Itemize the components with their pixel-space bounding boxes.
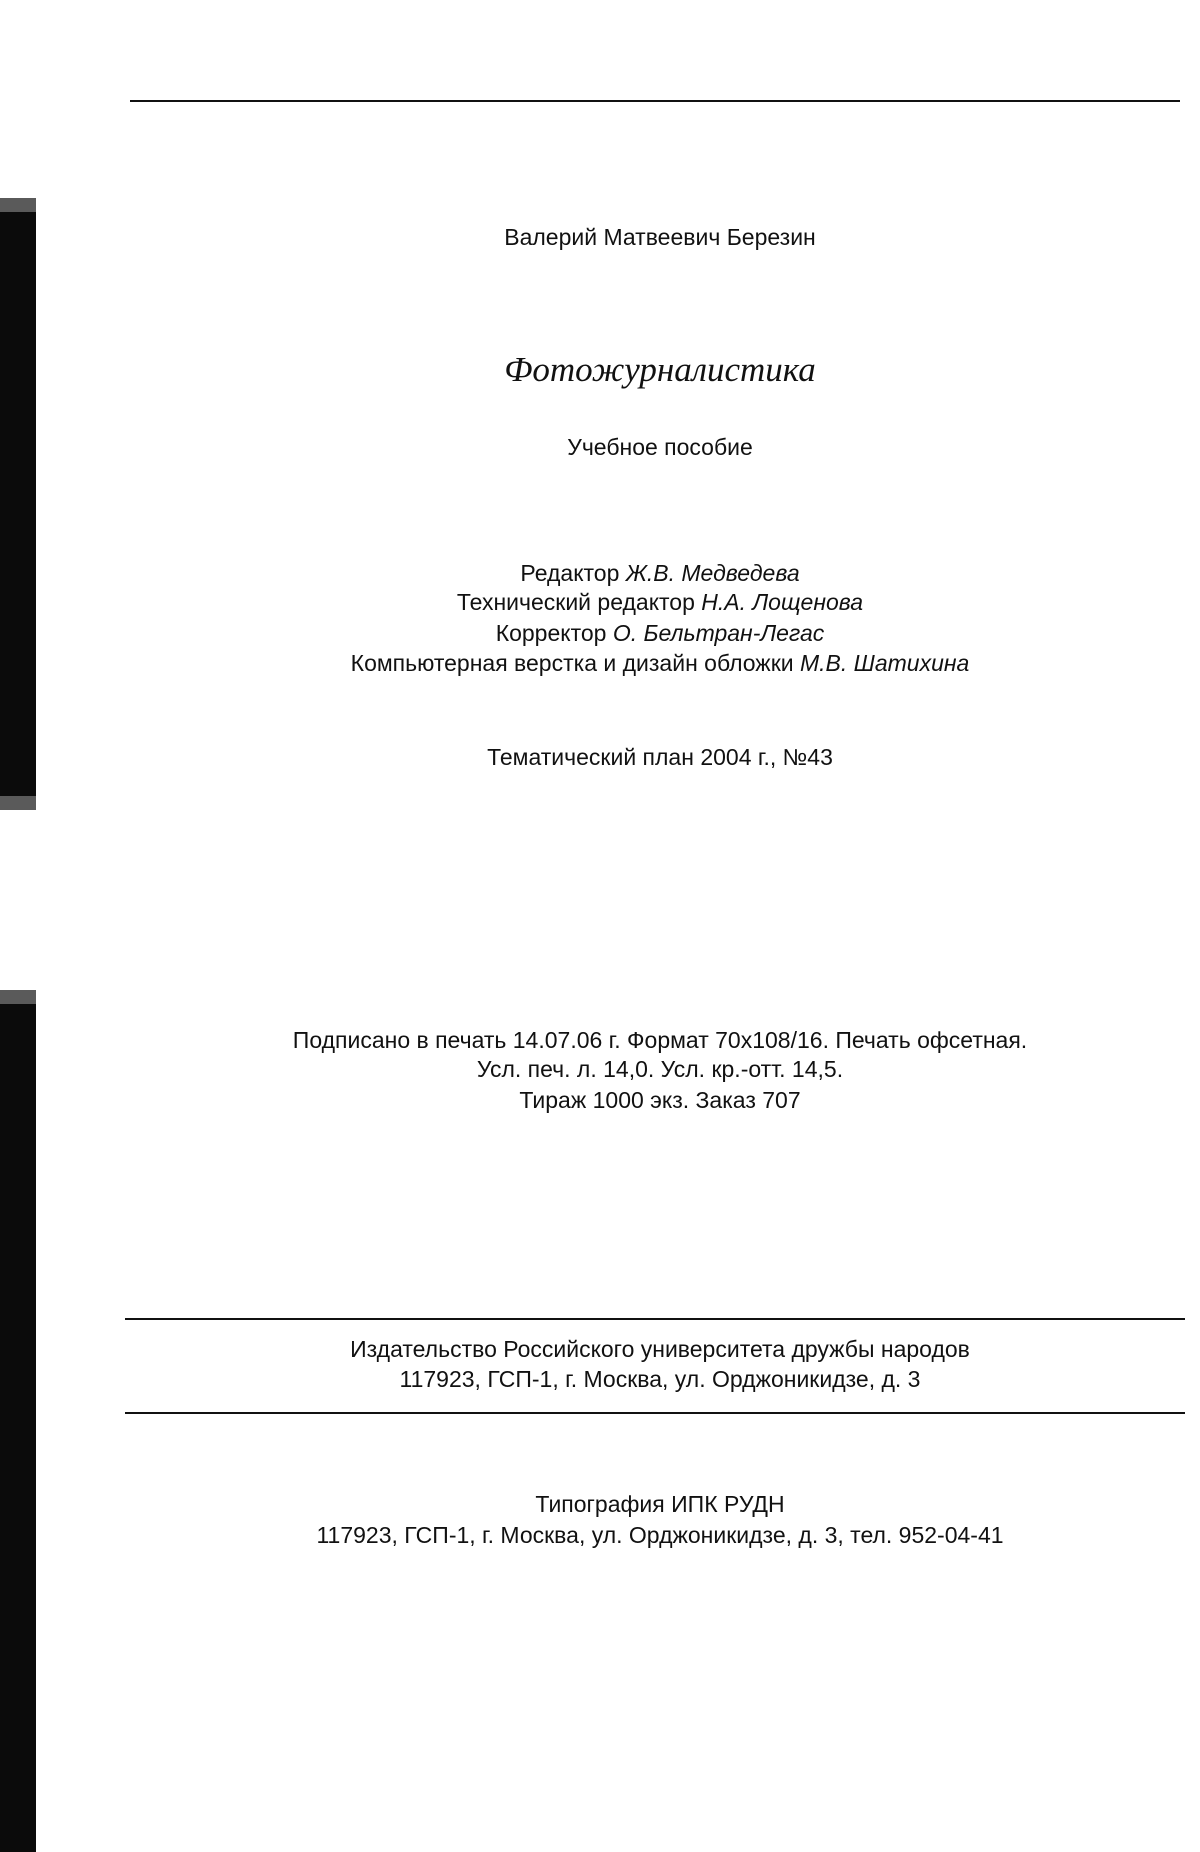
printing-house-name: Типография ИПК РУДН	[535, 1491, 785, 1517]
scan-edge-mark	[0, 990, 36, 1004]
book-title: Фотожурналистика	[504, 350, 816, 389]
publisher-rule-bottom	[125, 1412, 1185, 1414]
print-info-line: Подписано в печать 14.07.06 г. Формат 70x108/16. Печать офсетная.	[292, 1027, 1028, 1053]
credit-role: Технический редактор	[456, 589, 695, 615]
publisher-address: 117923, ГСП-1, г. Москва, ул. Орджоникидзе, д. 3	[399, 1366, 921, 1392]
book-subtitle: Учебное пособие	[567, 434, 753, 460]
top-rule	[130, 100, 1180, 102]
credit-role: Корректор	[495, 620, 607, 646]
printing-house-address: 117923, ГСП-1, г. Москва, ул. Орджоникидзе, д. 3, тел. 952-04-41	[316, 1522, 1004, 1548]
scan-edge-mark	[0, 198, 36, 212]
credit-layout-designer	[0, 648, 1200, 678]
publisher-name: Издательство Российского университета дружбы народов	[350, 1336, 970, 1362]
credit-person: О. Бельтран-Легас	[612, 620, 825, 646]
credit-technical-editor	[0, 587, 1200, 617]
print-info-line: Усл. печ. л. 14,0. Усл. кр.-отт. 14,5.	[476, 1056, 844, 1082]
credit-person: М.В. Шатихина	[800, 650, 970, 676]
credit-person: Ж.В. Медведева	[625, 560, 800, 586]
author-name: Валерий Матвеевич Березин	[504, 224, 816, 250]
credit-role: Компьютерная верстка и дизайн обложки	[350, 650, 794, 676]
credit-proofreader	[0, 618, 1200, 648]
scan-edge-mark	[0, 796, 36, 810]
credit-person: Н.А. Лощенова	[701, 589, 864, 615]
publisher-rule-top	[125, 1318, 1185, 1320]
scan-edge-bar-top	[0, 198, 36, 810]
thematic-plan: Тематический план 2004 г., №43	[487, 744, 833, 770]
credit-role: Редактор	[520, 560, 620, 586]
print-info-line: Тираж 1000 экз. Заказ 707	[519, 1087, 801, 1113]
credit-editor	[0, 558, 1200, 588]
scan-edge-bar-bottom	[0, 990, 36, 1852]
